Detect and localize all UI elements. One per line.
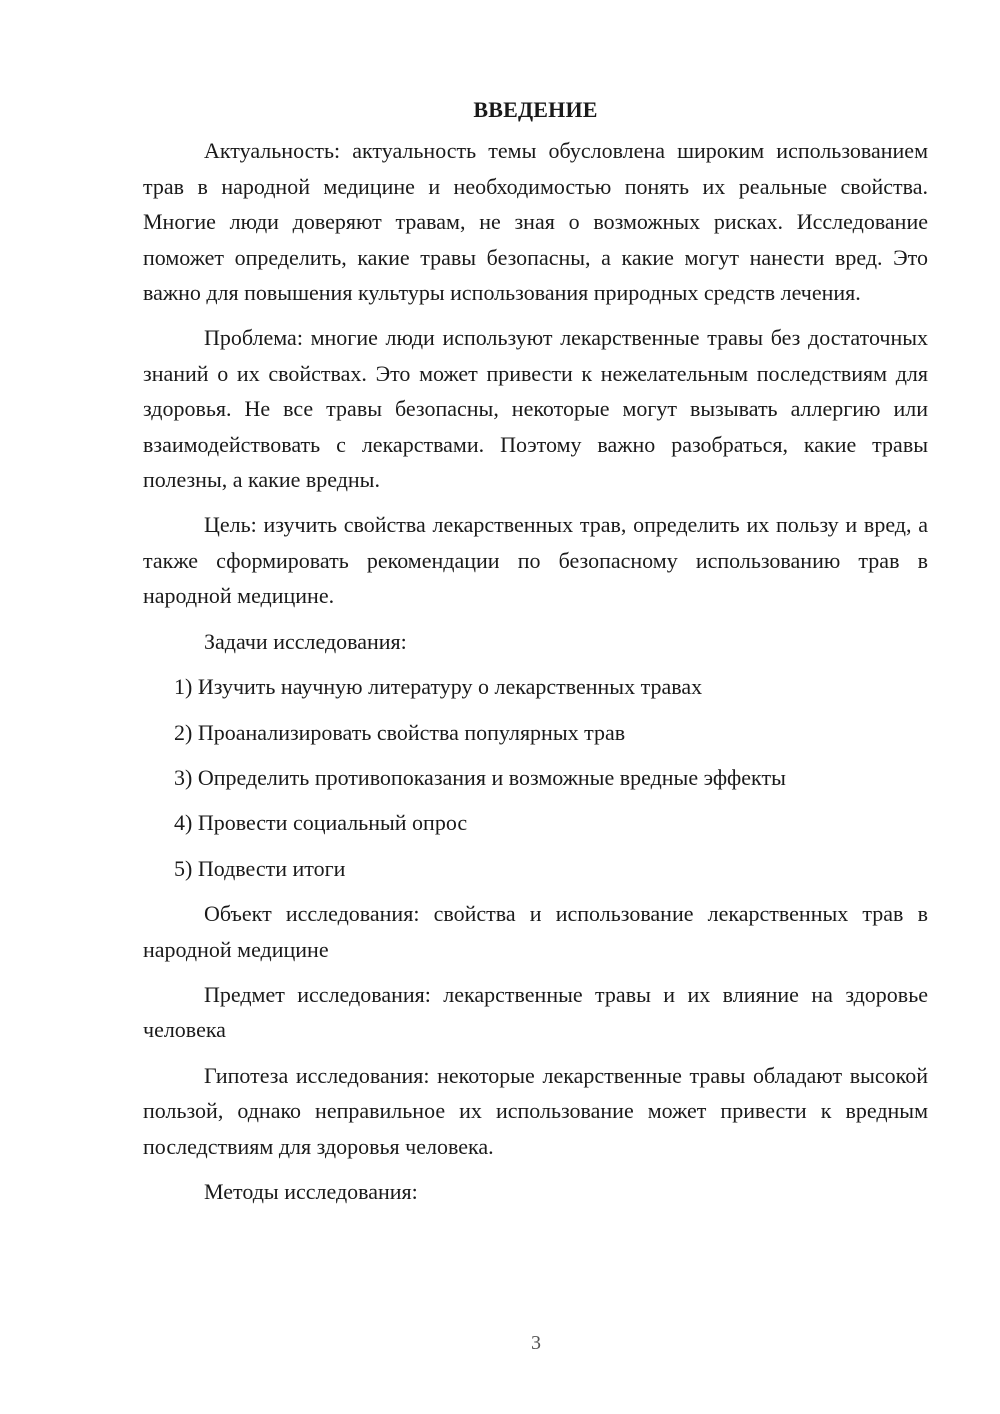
list-item: 4) Провести социальный опрос: [174, 810, 468, 836]
relevance-paragraph: Актуальность: актуальность темы обусловлена широким использованием трав в народной медицине и необходимостью понять их реальные свойства. Многие люди доверяют травам, не зная о возможных рисках. Исследование поможет определить, какие травы безопасны, а какие могут нанести вред. Это важно для повышения культуры использования природных средств лечения.: [143, 138, 928, 306]
methods-heading: Методы исследования:: [204, 1178, 418, 1204]
tasks-heading: Задачи исследования:: [204, 628, 407, 654]
list-item: 3) Определить противопоказания и возможные вредные эффекты: [174, 764, 786, 790]
goal-paragraph: Цель: изучить свойства лекарственных трав, определить их пользу и вред, а также сформировать рекомендации по безопасному использованию трав в народной медицине.: [143, 512, 928, 609]
list-item: 2) Проанализировать свойства популярных трав: [174, 719, 626, 745]
list-item: 5) Подвести итоги: [174, 855, 346, 881]
problem-paragraph: Проблема: многие люди используют лекарственные травы без достаточных знаний о их свойствах. Это может привести к нежелательным последствиям для здоровья. Не все травы безопасны, некоторые могут вызывать аллергию или взаимодействовать с лекарствами. Поэтому важно разобраться, какие травы полезны, а какие вредны.: [143, 325, 928, 493]
page-number: 3: [531, 1332, 541, 1354]
page-content: [143, 92, 928, 1209]
object-paragraph: Объект исследования: свойства и использование лекарственных трав в народной медицине: [143, 901, 928, 962]
list-item: 1) Изучить научную литературу о лекарственных травах: [174, 674, 703, 700]
subject-paragraph: Предмет исследования: лекарственные травы и их влияние на здоровье человека: [143, 981, 928, 1043]
hypothesis-paragraph: Гипотеза исследования: некоторые лекарственные травы обладают высокой пользой, однако неправильное их использование может привести к вредным последствиям для здоровья человека.: [143, 1062, 928, 1159]
tasks-list: [143, 669, 928, 886]
section-title: ВВЕДЕНИЕ: [473, 97, 598, 122]
